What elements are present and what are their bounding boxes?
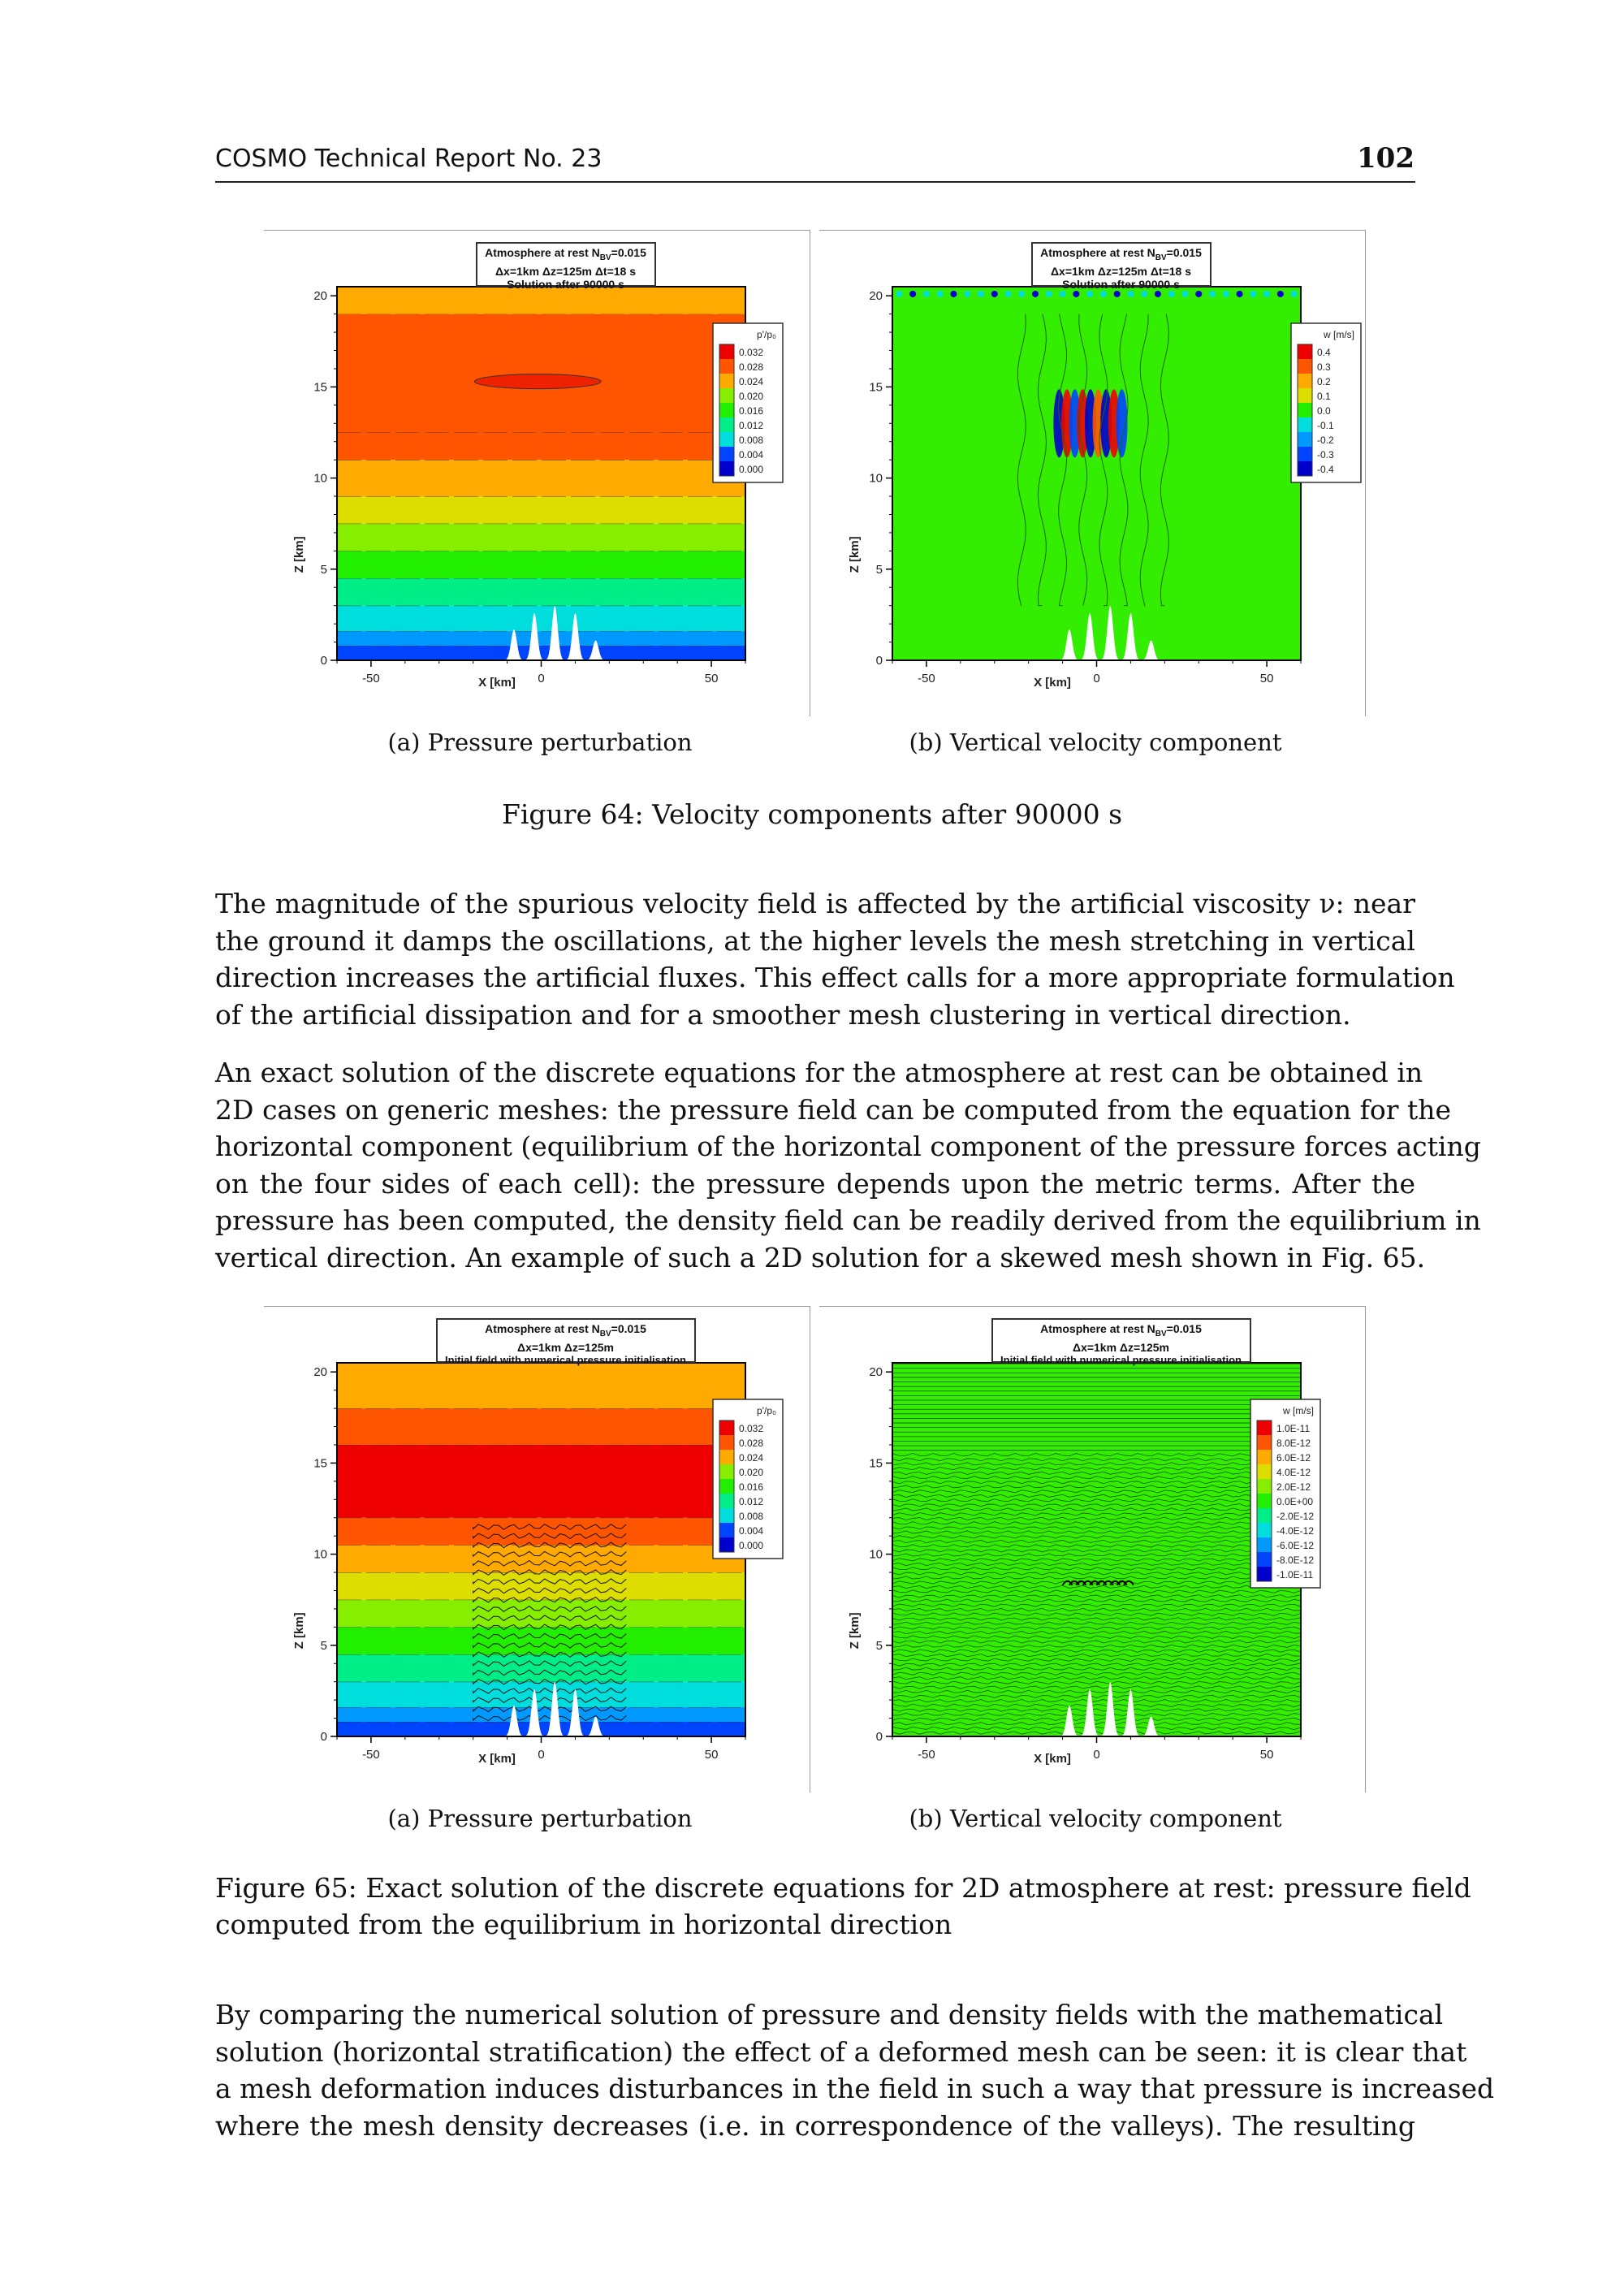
x-tick-label: 0 <box>1093 672 1100 685</box>
boundary-noise <box>1237 291 1243 297</box>
pressure-band <box>337 578 745 606</box>
text-line: horizontal component (equilibrium of the horizontal component of the pressure forces acting <box>215 1131 1481 1162</box>
y-tick-label: 15 <box>869 380 883 395</box>
x-tick-label: 0 <box>538 1748 545 1762</box>
legend-swatch <box>719 432 734 447</box>
legend-swatch <box>719 417 734 432</box>
boundary-noise <box>1181 291 1188 297</box>
x-tick-label: -50 <box>362 1748 380 1762</box>
boundary-noise <box>1209 291 1216 297</box>
y-tick-label: 10 <box>869 1547 883 1562</box>
legend-swatch <box>719 1537 734 1552</box>
fig64-subcaption-a: (a) Pressure perturbation <box>387 729 693 756</box>
y-tick-label: 15 <box>313 380 327 395</box>
pressure-band <box>337 433 745 460</box>
y-tick-label: 20 <box>869 289 883 304</box>
y-tick-label: 15 <box>313 1456 327 1471</box>
legend-label: 0.000 <box>739 464 764 475</box>
legend-swatch <box>1298 447 1312 461</box>
x-axis-label: X [km] <box>1034 1752 1071 1766</box>
plot-title-line: Solution after 90000 s <box>507 277 624 291</box>
pressure-plot <box>264 1306 824 1793</box>
legend-swatch <box>719 1523 734 1537</box>
pressure-band <box>337 631 745 646</box>
plot-title-box <box>991 1318 1251 1366</box>
legend-label: 1.0E-11 <box>1276 1423 1311 1434</box>
pressure-band <box>337 1518 745 1546</box>
velocity-plot <box>819 230 1380 717</box>
legend-label: 0.020 <box>739 391 764 402</box>
x-tick-label: 50 <box>704 1748 719 1762</box>
legend-swatch <box>719 1479 734 1494</box>
legend-label: 0.020 <box>739 1467 764 1478</box>
pressure-band <box>337 1627 745 1654</box>
fig65-panel-b <box>819 1306 1380 1793</box>
y-tick-label: 20 <box>313 289 327 304</box>
legend-label: 0.032 <box>739 347 764 358</box>
x-axis-label: X [km] <box>478 676 516 690</box>
pressure-band <box>337 1363 745 1408</box>
legend-label: 0.1 <box>1317 391 1331 402</box>
boundary-noise <box>1100 291 1107 297</box>
plot-title-line: Initial field with numerical pressure initialisation <box>445 1353 686 1366</box>
boundary-noise <box>1291 291 1298 297</box>
paragraph-3 <box>215 1996 1495 2144</box>
y-tick-label: 20 <box>869 1365 883 1380</box>
text-line: solution (horizontal stratification) the effect of a deformed mesh can be seen: it is clear that <box>215 2035 1467 2068</box>
legend-label: 0.000 <box>739 1540 764 1551</box>
legend-swatch <box>1257 1435 1272 1450</box>
fig65-panel-a <box>264 1306 824 1793</box>
legend-label: 8.0E-12 <box>1276 1438 1311 1449</box>
legend-label: -0.2 <box>1317 435 1334 446</box>
pressure-band <box>337 496 745 524</box>
legend-swatch <box>719 403 734 417</box>
caption-line: Figure 65: Exact solution of the discrete equations for 2D atmosphere at rest: pressure field <box>215 1872 1471 1904</box>
plot-title-line: Δx=1km Δz=125m Δt=18 s <box>1050 264 1192 278</box>
pressure-band <box>337 524 745 551</box>
y-tick-label: 10 <box>869 471 883 486</box>
plot-title-line: Atmosphere at rest $N_{BV}=0.015$ <box>485 246 646 262</box>
boundary-noise <box>896 291 902 297</box>
header-rule <box>215 181 1415 183</box>
x-tick-label: -50 <box>918 1748 935 1762</box>
legend-label: 0.028 <box>739 1438 764 1449</box>
fig64-subcaption-b: (b) Vertical velocity component <box>909 729 1282 756</box>
legend-label: 0.024 <box>739 376 764 387</box>
boundary-noise <box>1018 291 1025 297</box>
y-axis-label: Z [km] <box>848 536 862 573</box>
x-tick-label: -50 <box>362 672 380 685</box>
boundary-noise <box>950 291 957 297</box>
boundary-noise <box>1060 291 1066 297</box>
pressure-band <box>337 460 745 496</box>
legend-label: 0.028 <box>739 361 764 373</box>
text-line: 2D cases on generic meshes: the pressure field can be computed from the equation for the <box>215 1093 1452 1126</box>
paragraph-2 <box>215 1054 1481 1276</box>
legend-label: -8.0E-12 <box>1276 1554 1315 1566</box>
x-axis-label: X [km] <box>478 1752 516 1766</box>
legend-title: p'/p₀ <box>757 329 776 340</box>
legend-swatch <box>1257 1450 1272 1464</box>
legend-swatch <box>719 388 734 403</box>
legend-label: 0.032 <box>739 1423 764 1434</box>
plot-title-line: Initial field with numerical pressure initialisation <box>1000 1353 1242 1366</box>
velocity-field <box>892 287 1301 660</box>
pressure-field <box>337 1363 745 1736</box>
boundary-noise <box>1168 291 1175 297</box>
legend-label: -0.3 <box>1317 449 1334 460</box>
fig64-panel-a <box>264 230 824 717</box>
boundary-noise <box>964 291 970 297</box>
y-tick-label: 5 <box>320 1638 327 1653</box>
legend-swatch <box>1257 1523 1272 1537</box>
pressure-band <box>337 1445 745 1518</box>
legend-label: 0.008 <box>739 1511 764 1522</box>
legend-label: -2.0E-12 <box>1276 1511 1315 1522</box>
pressure-band <box>337 551 745 578</box>
plot-title-line: Δx=1km Δz=125m <box>517 1340 614 1354</box>
boundary-noise <box>937 291 944 297</box>
legend-label: 0.012 <box>739 420 764 431</box>
y-tick-label: 0 <box>875 654 883 668</box>
legend-swatch <box>719 1464 734 1479</box>
legend-label: 2.0E-12 <box>1276 1481 1311 1493</box>
legend-label: 0.012 <box>739 1496 764 1507</box>
boundary-noise <box>1127 291 1134 297</box>
legend-swatch <box>719 374 734 388</box>
x-tick-label: 50 <box>1259 1748 1274 1762</box>
x-tick-label: 0 <box>538 672 545 685</box>
boundary-noise <box>1277 291 1284 297</box>
boundary-noise <box>978 291 984 297</box>
text-line: By comparing the numerical solution of pressure and density fields with the mathematical <box>215 1999 1444 2030</box>
pressure-band <box>337 314 745 433</box>
text-line: direction increases the artificial fluxes. This effect calls for a more appropriate formulation <box>215 962 1455 993</box>
velocity-plot <box>819 1306 1380 1793</box>
y-axis-label: Z [km] <box>292 536 306 573</box>
legend-title: p'/p₀ <box>757 1405 776 1416</box>
legend-label: 0.4 <box>1317 347 1331 358</box>
paragraph-1 <box>215 885 1455 1033</box>
velocity-background <box>892 287 1301 660</box>
plot-title-box <box>436 1318 696 1366</box>
plot-title-line: Δx=1km Δz=125m <box>1073 1340 1169 1354</box>
plot-title-line: Atmosphere at rest $N_{BV}=0.015$ <box>1040 246 1202 262</box>
legend-swatch <box>719 447 734 461</box>
legend-swatch <box>719 359 734 374</box>
y-tick-label: 15 <box>869 1456 883 1471</box>
legend-swatch <box>1257 1464 1272 1479</box>
legend-swatch <box>1298 432 1312 447</box>
page-number: 102 <box>1357 142 1415 175</box>
caption-line: computed from the equilibrium in horizontal direction <box>215 1909 952 1940</box>
boundary-noise <box>1005 291 1012 297</box>
x-tick-label: 0 <box>1093 1748 1100 1762</box>
legend-swatch <box>1298 374 1312 388</box>
pressure-band <box>337 1408 745 1445</box>
legend-swatch <box>1298 344 1312 359</box>
legend-title: w [m/s] <box>1283 1405 1314 1416</box>
text-line: on the four sides of each cell): the pressure depends upon the metric terms. After the <box>215 1167 1415 1200</box>
velocity-field <box>892 1363 1301 1736</box>
pressure-band <box>337 1572 745 1600</box>
legend-label: 0.3 <box>1317 361 1331 373</box>
legend-label: 4.0E-12 <box>1276 1467 1311 1478</box>
plot-title-line: Atmosphere at rest $N_{BV}=0.015$ <box>1040 1322 1202 1338</box>
y-tick-label: 0 <box>320 1730 327 1744</box>
y-tick-label: 10 <box>313 1547 327 1562</box>
legend-label: 0.004 <box>739 1525 764 1537</box>
text-line: The magnitude of the spurious velocity field is affected by the artificial viscosity ν: near <box>215 888 1415 919</box>
x-tick-label: 50 <box>704 672 719 685</box>
legend-swatch <box>1298 461 1312 476</box>
fig65-caption <box>215 1870 1471 1943</box>
y-axis-label: Z [km] <box>848 1612 862 1650</box>
y-tick-label: 20 <box>313 1365 327 1380</box>
legend-swatch <box>719 344 734 359</box>
text-line: a mesh deformation induces disturbances in the field in such a way that pressure is increased <box>215 2073 1495 2104</box>
pressure-maximum <box>474 374 601 389</box>
y-tick-label: 5 <box>875 562 883 577</box>
plot-title-line: Solution after 90000 s <box>1062 277 1180 291</box>
boundary-noise <box>923 291 930 297</box>
legend-swatch <box>719 1450 734 1464</box>
pressure-band <box>337 1600 745 1628</box>
y-tick-label: 5 <box>320 562 327 577</box>
x-axis-label: X [km] <box>1034 676 1071 690</box>
boundary-noise <box>1046 291 1052 297</box>
boundary-noise <box>1073 291 1079 297</box>
fig64-panel-b <box>819 230 1380 717</box>
boundary-noise <box>1114 291 1121 297</box>
legend-label: 0.0 <box>1317 405 1331 417</box>
x-tick-label: -50 <box>918 672 935 685</box>
plot-title-line: Δx=1km Δz=125m Δt=18 s <box>495 264 637 278</box>
legend-swatch <box>1298 403 1312 417</box>
pressure-band <box>337 1654 745 1682</box>
legend-swatch <box>1257 1552 1272 1567</box>
pressure-field <box>337 287 745 660</box>
legend-label: -0.1 <box>1317 420 1334 431</box>
y-tick-label: 0 <box>875 1730 883 1744</box>
plot-title-box <box>476 242 656 291</box>
x-tick-label: 50 <box>1259 672 1274 685</box>
legend-swatch <box>1257 1508 1272 1523</box>
text-line: An exact solution of the discrete equations for the atmosphere at rest can be obtained in <box>215 1057 1423 1088</box>
plot-title-line: Atmosphere at rest $N_{BV}=0.015$ <box>485 1322 646 1338</box>
legend-label: 6.0E-12 <box>1276 1452 1311 1464</box>
text-line: of the artificial dissipation and for a smoother mesh clustering in vertical direction. <box>215 998 1351 1031</box>
pressure-plot <box>264 230 824 717</box>
text-line: the ground it damps the oscillations, at the higher levels the mesh stretching in vertical <box>215 924 1415 957</box>
fig64-caption: Figure 64: Velocity components after 90000 s <box>501 798 1123 830</box>
legend-swatch <box>719 461 734 476</box>
legend-swatch <box>1257 1537 1272 1552</box>
pressure-band <box>337 287 745 314</box>
legend-label: 0.2 <box>1317 376 1331 387</box>
fig65-subcaption-a: (a) Pressure perturbation <box>387 1805 693 1832</box>
legend-label: 0.008 <box>739 435 764 446</box>
boundary-noise <box>991 291 998 297</box>
legend-label: 0.016 <box>739 405 764 417</box>
boundary-noise <box>1141 291 1147 297</box>
legend-title: w [m/s] <box>1324 329 1354 340</box>
legend-label: -1.0E-11 <box>1276 1569 1314 1580</box>
legend-swatch <box>719 1494 734 1508</box>
legend-label: -6.0E-12 <box>1276 1540 1315 1551</box>
text-line: pressure has been computed, the density field can be readily derived from the equilibrium in <box>215 1204 1481 1236</box>
boundary-noise <box>1086 291 1093 297</box>
boundary-noise <box>1155 291 1161 297</box>
legend-swatch <box>719 1508 734 1523</box>
legend-swatch <box>1257 1494 1272 1508</box>
legend-swatch <box>1257 1420 1272 1435</box>
legend-swatch <box>719 1435 734 1450</box>
legend-swatch <box>1257 1567 1272 1581</box>
legend-label: 0.004 <box>739 449 764 460</box>
boundary-noise <box>1032 291 1039 297</box>
y-tick-label: 0 <box>320 654 327 668</box>
boundary-noise <box>1195 291 1202 297</box>
plot-title-box <box>1031 242 1212 291</box>
legend-label: 0.024 <box>739 1452 764 1464</box>
pressure-band <box>337 1545 745 1572</box>
text-line: vertical direction. An example of such a 2D solution for a skewed mesh shown in Fig. 65. <box>215 1241 1426 1273</box>
y-tick-label: 5 <box>875 1638 883 1653</box>
legend-label: -0.4 <box>1317 464 1334 475</box>
legend-label: -4.0E-12 <box>1276 1525 1315 1537</box>
pressure-band <box>337 606 745 631</box>
boundary-noise <box>1263 291 1270 297</box>
legend-label: 0.0E+00 <box>1276 1496 1314 1507</box>
legend-swatch <box>1257 1479 1272 1494</box>
y-tick-label: 10 <box>313 471 327 486</box>
legend-label: 0.016 <box>739 1481 764 1493</box>
legend-swatch <box>1298 388 1312 403</box>
text-line: where the mesh density decreases (i.e. in correspondence of the valleys). The resulting <box>215 2109 1415 2142</box>
boundary-noise <box>909 291 916 297</box>
legend-swatch <box>1298 417 1312 432</box>
pressure-band <box>337 1682 745 1707</box>
boundary-noise <box>1223 291 1229 297</box>
boundary-noise <box>1250 291 1256 297</box>
legend-swatch <box>719 1420 734 1435</box>
legend-swatch <box>1298 359 1312 374</box>
running-header: COSMO Technical Report No. 23 <box>215 145 603 173</box>
y-axis-label: Z [km] <box>292 1612 306 1650</box>
fig65-subcaption-b: (b) Vertical velocity component <box>909 1805 1282 1832</box>
